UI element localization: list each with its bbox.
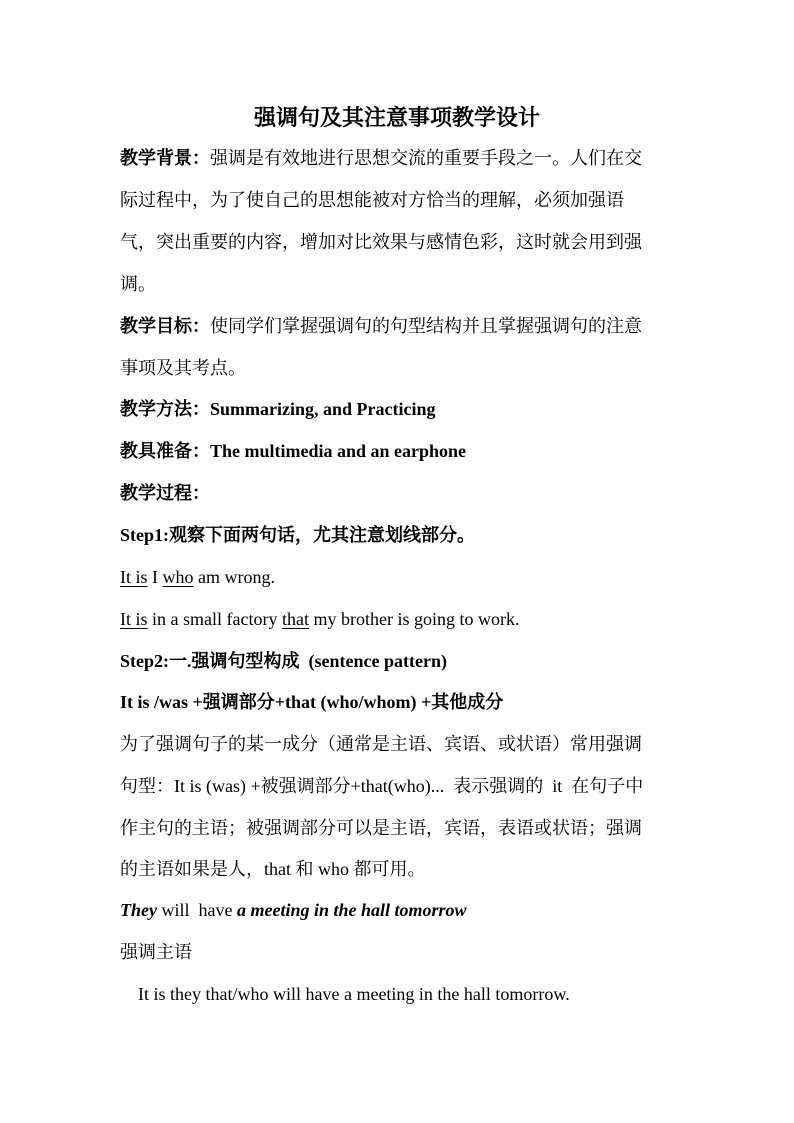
example-subject: They <box>120 900 157 920</box>
step1-example-2 <box>120 608 519 630</box>
background-label: 教学背景： <box>120 148 210 168</box>
page-title: 强调句及其注意事项教学设计 <box>253 105 540 130</box>
goal-label: 教学目标： <box>120 316 210 336</box>
goal-text-1: 使同学们掌握强调句的句型结构并且掌握强调句的注意 <box>210 316 642 336</box>
method-line <box>120 398 436 420</box>
example-text: am wrong. <box>193 567 275 587</box>
example-text: I <box>147 567 163 587</box>
step2-explain-2: 句型：It is (was) +被强调部分+that(who)... 表示强调的 it 在句子中 <box>120 776 644 796</box>
tools-label: 教具准备： <box>120 441 210 461</box>
background-line-3: 气，突出重要的内容，增加对比效果与感情色彩，这时就会用到强 <box>120 232 642 252</box>
step2-example <box>120 899 467 921</box>
example-text: my brother is going to work. <box>308 609 520 629</box>
background-line-1 <box>120 147 642 169</box>
tools-value: The multimedia and an earphone <box>210 441 467 461</box>
emphasis-subject-label: 强调主语 <box>120 942 192 962</box>
underlined-who: who <box>162 567 194 587</box>
step2-explain-4: 的主语如果是人，that 和 who 都可用。 <box>120 859 426 879</box>
step1-example-1 <box>120 566 275 588</box>
underlined-it-is: It is <box>120 567 148 587</box>
step2-heading: Step2:一.强调句型构成 (sentence pattern) <box>120 651 447 671</box>
tools-line <box>120 440 466 462</box>
underlined-that: that <box>281 609 309 629</box>
example-text: in a small factory <box>147 609 282 629</box>
background-text-1: 强调是有效地进行思想交流的重要手段之一。人们在交 <box>210 148 642 168</box>
step2-pattern: It is /was +强调部分+that (who/whom) +其他成分 <box>120 692 504 712</box>
emphasis-subject-sentence: It is they that/who will have a meeting in the hall tomorrow. <box>138 984 570 1004</box>
example-object: a meeting in the hall tomorrow <box>236 900 467 920</box>
step1-heading: Step1:观察下面两句话，尤其注意划线部分。 <box>120 525 475 545</box>
method-value: Summarizing, and Practicing <box>210 399 436 419</box>
process-label: 教学过程： <box>120 483 210 503</box>
step2-explain-1: 为了强调句子的某一成分（通常是主语、宾语、或状语）常用强调 <box>120 734 642 754</box>
step2-explain-3: 作主句的主语；被强调部分可以是主语，宾语，表语或状语；强调 <box>120 818 642 838</box>
background-line-4: 调。 <box>120 274 156 294</box>
underlined-it-is: It is <box>120 609 148 629</box>
example-verb: will have <box>156 900 237 920</box>
method-label: 教学方法： <box>120 399 210 419</box>
goal-line-1 <box>120 315 642 337</box>
goal-line-2: 事项及其考点。 <box>120 358 246 378</box>
background-line-2: 际过程中，为了使自己的思想能被对方恰当的理解，必须加强语 <box>120 190 624 210</box>
